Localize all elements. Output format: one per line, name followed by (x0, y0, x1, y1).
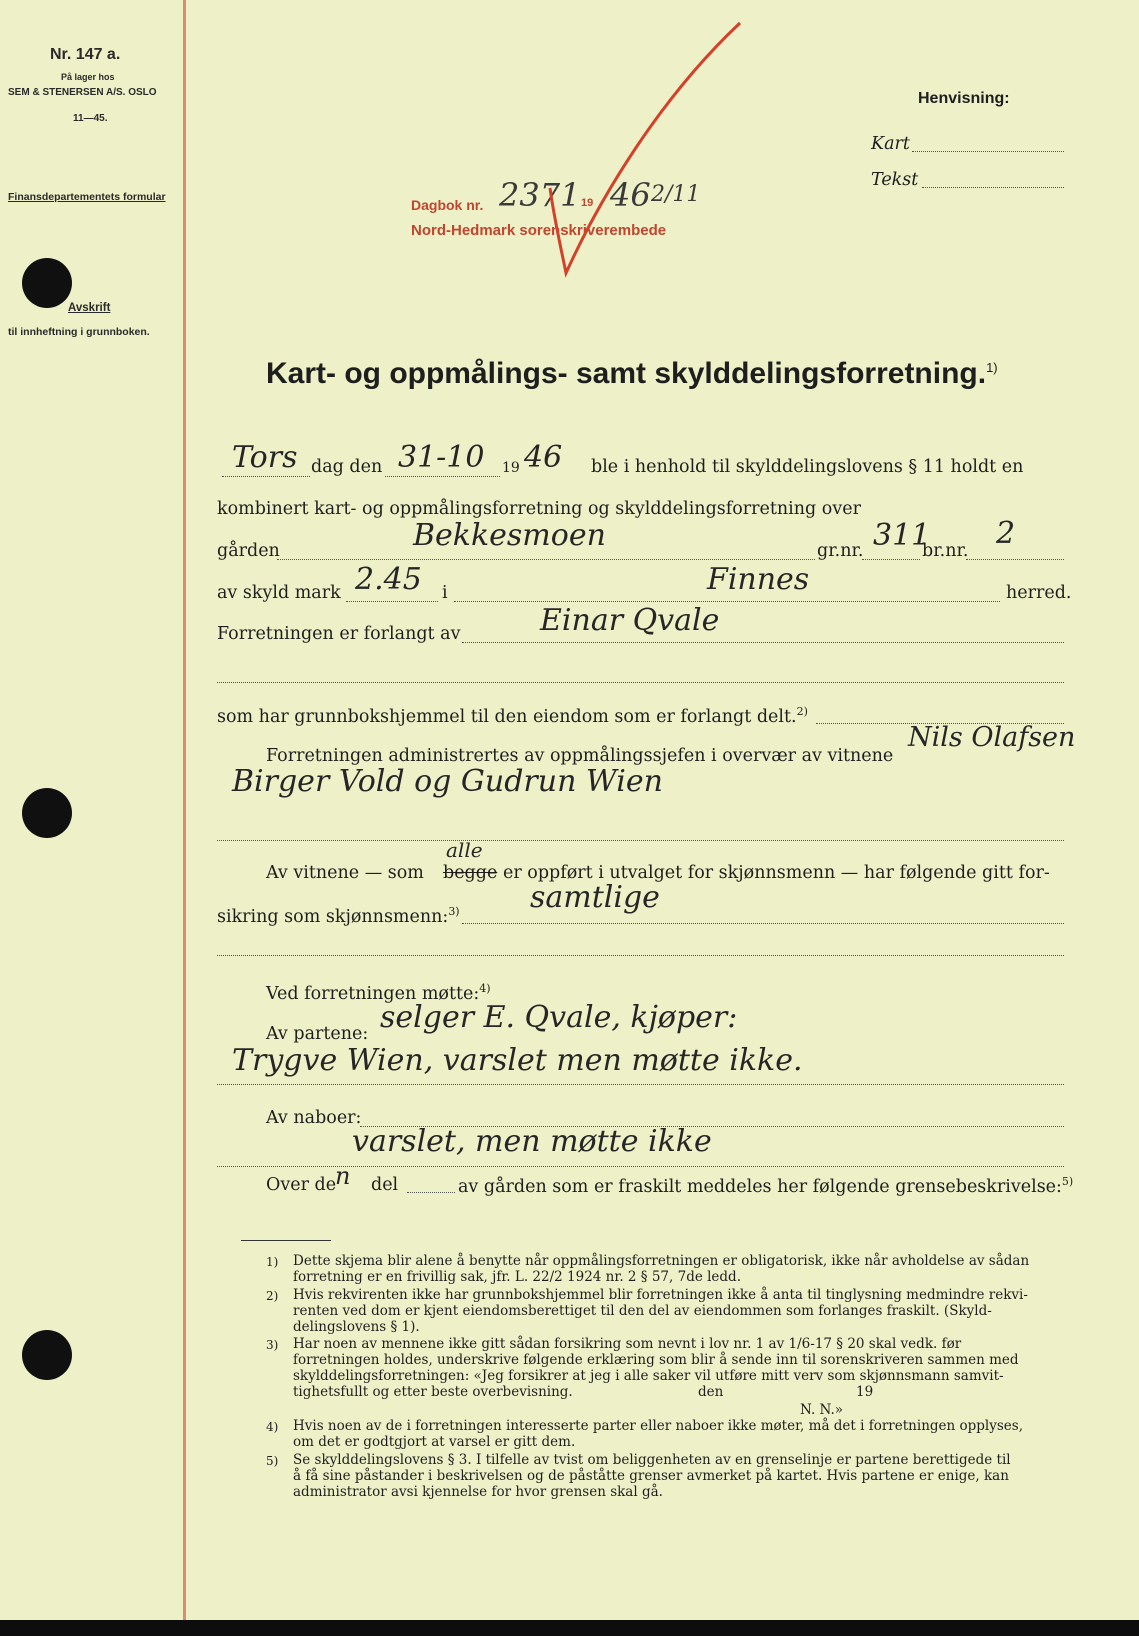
footnote-line: delingslovens § 1). (293, 1319, 420, 1335)
forlangt-line (462, 642, 1064, 643)
garden-label: gården (217, 541, 280, 561)
partene-label: Av partene: (266, 1024, 369, 1044)
punch-hole (22, 258, 72, 308)
witness-value: Birger Vold og Gudrun Wien (232, 764, 663, 799)
footnote-mark-5: 5) (266, 1454, 279, 1468)
forsikring-label: sikring som skjønnsmenn: (217, 906, 449, 927)
skyld-label: av skyld mark (217, 583, 341, 603)
vitnene-struck: begge (443, 863, 498, 883)
date-value: 31-10 (398, 440, 485, 475)
grnr-line (862, 559, 920, 560)
forsikring-text (217, 905, 460, 927)
date-line (385, 476, 500, 477)
i-label: i (442, 583, 448, 603)
printer-line-2: SEM & STENERSEN A/S. OSLO (8, 87, 157, 98)
punch-hole (22, 788, 72, 838)
kart-label: Kart (871, 134, 910, 154)
partene-line (217, 1084, 1064, 1085)
dagbok-label: Dagbok nr. (411, 197, 484, 213)
vitnene-rest: er oppført i utvalget for skjønnsmenn — har følgende gitt for- (503, 863, 1050, 883)
dagbok-year: 46 (610, 176, 651, 214)
skyld-value: 2.45 (355, 562, 422, 597)
over-del: del (371, 1175, 399, 1195)
footnote-line: Dette skjema blir alene å benytte når oppmålingsforretningen er obligatorisk, ikke når avholdelse av sådan (293, 1253, 1030, 1269)
hjemmel-footnote-mark: 2) (796, 705, 808, 718)
footnote-2 (293, 1287, 1093, 1335)
herred-line (454, 601, 1000, 602)
footnote-line: forretning er en frivillig sak, jfr. L. 22/2 1924 nr. 2 § 57, 7de ledd. (293, 1269, 741, 1285)
line2-text: kombinert kart- og oppmålingsforretning og skylddelingsforretning over (217, 499, 861, 519)
forlangt-value: Einar Qvale (540, 603, 720, 638)
forsikring-footnote-mark: 3) (448, 905, 460, 918)
footnote-line: Se skylddelingslovens § 3. I tilfelle av tvist om beliggenheten av en grenselinje er partene berettigede til (293, 1452, 1011, 1468)
dagbok-number: 2371 (499, 176, 581, 214)
forlangt-label: Forretningen er forlangt av (217, 624, 461, 644)
forsikring-line-2 (217, 955, 1064, 956)
footnote-line: Har noen av mennene ikke gitt sådan forsikring som nevnt i lov nr. 1 av 1/6-17 § 20 skal vedk. før (293, 1336, 962, 1352)
footnote-line: renten ved dom er kjent eiendomsberettiget til den del av eiendommen som forlanges fraskilt. (Skyld- (293, 1303, 992, 1319)
year-prefix: 19 (502, 460, 520, 476)
footnote-line: Hvis noen av de i forretningen interesserte parter eller naboer ikke møter, må det i forretningen opplyses, (293, 1418, 1023, 1434)
garden-value: Bekkesmoen (413, 518, 606, 553)
herred-value: Finnes (707, 562, 810, 597)
footnote-line: forretningen holdes, underskrive følgende erklæring som blir å sende inn til sorenskriveren sammen med (293, 1352, 1019, 1368)
brnr-line (966, 559, 1064, 560)
brnr-value: 2 (996, 516, 1016, 551)
print-date: 11—45. (73, 113, 108, 124)
footnote-mark-2: 2) (266, 1289, 279, 1303)
forsikring-line (462, 923, 1064, 924)
garden-line (277, 559, 815, 560)
forsikring-value: samtlige (530, 880, 660, 915)
margin-line (183, 0, 186, 1620)
fn3-year: 19 (856, 1384, 874, 1400)
dagbok-year-prefix: 19 (581, 197, 594, 209)
footnote-5 (293, 1452, 1093, 1500)
motte-label: Ved forretningen møtte: (266, 983, 480, 1004)
footnote-mark-3: 3) (266, 1338, 279, 1352)
footnote-line: å få sine påstander i beskrivelsen og de påståtte grenser avmerket på kartet. Hvis partene er enige, kan (293, 1468, 1009, 1484)
dag-den-label: dag den (311, 457, 383, 477)
check-mark-icon (540, 18, 750, 278)
fn3-sign: N. N.» (800, 1402, 844, 1418)
footnote-1 (293, 1253, 1093, 1285)
herred-label: herred. (1006, 583, 1072, 603)
admin-value: Nils Olafsen (908, 722, 1076, 753)
skyld-line (346, 601, 438, 602)
tekst-label: Tekst (871, 170, 919, 190)
reference-title: Henvisning: (918, 90, 1010, 107)
title-footnote-mark: 1) (986, 360, 998, 375)
footnote-4 (293, 1418, 1093, 1450)
naboer-value: varslet, men møtte ikke (352, 1124, 712, 1159)
blank-line (217, 682, 1064, 683)
over-prefix: Over de (266, 1175, 337, 1195)
over-line (407, 1192, 455, 1193)
tekst-line (922, 187, 1064, 188)
grnr-value: 311 (873, 518, 931, 553)
footnote-line: Hvis rekvirenten ikke har grunnbokshjemmel blir forretningen ikke å anta til tinglysning medmindre rekvi- (293, 1287, 1028, 1303)
over-value: n (335, 1162, 351, 1190)
footnote-line: om det er godtgjort at varsel er gitt dem. (293, 1434, 576, 1450)
naboer-label: Av naboer: (266, 1108, 362, 1128)
footnote-line-with-date (293, 1384, 1093, 1400)
stamp-office: Nord-Hedmark sorenskriverembede (411, 222, 667, 239)
footnote-3 (293, 1336, 1093, 1400)
grnr-label: gr.nr. (817, 541, 864, 561)
hjemmel-label: som har grunnbokshjemmel til den eiendom som er forlangt delt. (217, 706, 797, 727)
hjemmel-text (217, 705, 808, 727)
partene-value-1: selger E. Qvale, kjøper: (380, 1000, 738, 1035)
year-value: 46 (524, 440, 563, 475)
over-rest: av gården som er fraskilt meddeles her følgende grensebeskrivelse: (458, 1176, 1062, 1197)
vitnene-prefix: Av vitnene — som (266, 863, 424, 883)
witness-line (217, 840, 1064, 841)
form-number: Nr. 147 a. (50, 46, 121, 63)
admin-text: Forretningen administrertes av oppmålingssjefen i overvær av vitnene (266, 746, 894, 766)
partene-value-2: Trygve Wien, varslet men møtte ikke. (232, 1043, 803, 1078)
weekday-line (222, 476, 310, 477)
footnote-mark-1: 1) (266, 1255, 279, 1269)
title-text: Kart- og oppmålings- samt skylddelingsforretning. (266, 357, 987, 390)
brnr-label: br.nr. (922, 541, 969, 561)
footnote-line: administrator avsi kjennelse for hvor grensen skal gå. (293, 1484, 663, 1500)
motte-footnote-mark: 4) (479, 982, 491, 995)
dagbok-date: 2/11 (651, 182, 701, 207)
over-text (458, 1175, 1073, 1197)
document-title (266, 357, 998, 391)
printer-line-1: På lager hos (61, 72, 115, 82)
footnote-line: skylddelingsforretningen: «Jeg forsikrer at jeg i alle saker vil utføre mitt verv som skjønnsmann samvit- (293, 1368, 1004, 1384)
punch-hole (22, 1330, 72, 1380)
kart-line (912, 151, 1064, 152)
copy-note: til innheftning i grunnboken. (8, 326, 150, 338)
line1-rest: ble i henhold til skylddelingslovens § 11 holdt en (591, 457, 1024, 477)
over-footnote-mark: 5) (1061, 1175, 1074, 1188)
copy-label: Avskrift (68, 302, 111, 314)
footnote-rule (241, 1240, 331, 1241)
fn3-den: den (698, 1384, 724, 1400)
weekday-value: Tors (232, 440, 298, 475)
ministry-label: Finansdepartementets formular (8, 191, 166, 203)
vitnene-inserted: alle (446, 838, 483, 862)
footnote-mark-4: 4) (266, 1420, 279, 1434)
footnote-line: tighetsfullt og etter beste overbevisning. (293, 1384, 573, 1400)
